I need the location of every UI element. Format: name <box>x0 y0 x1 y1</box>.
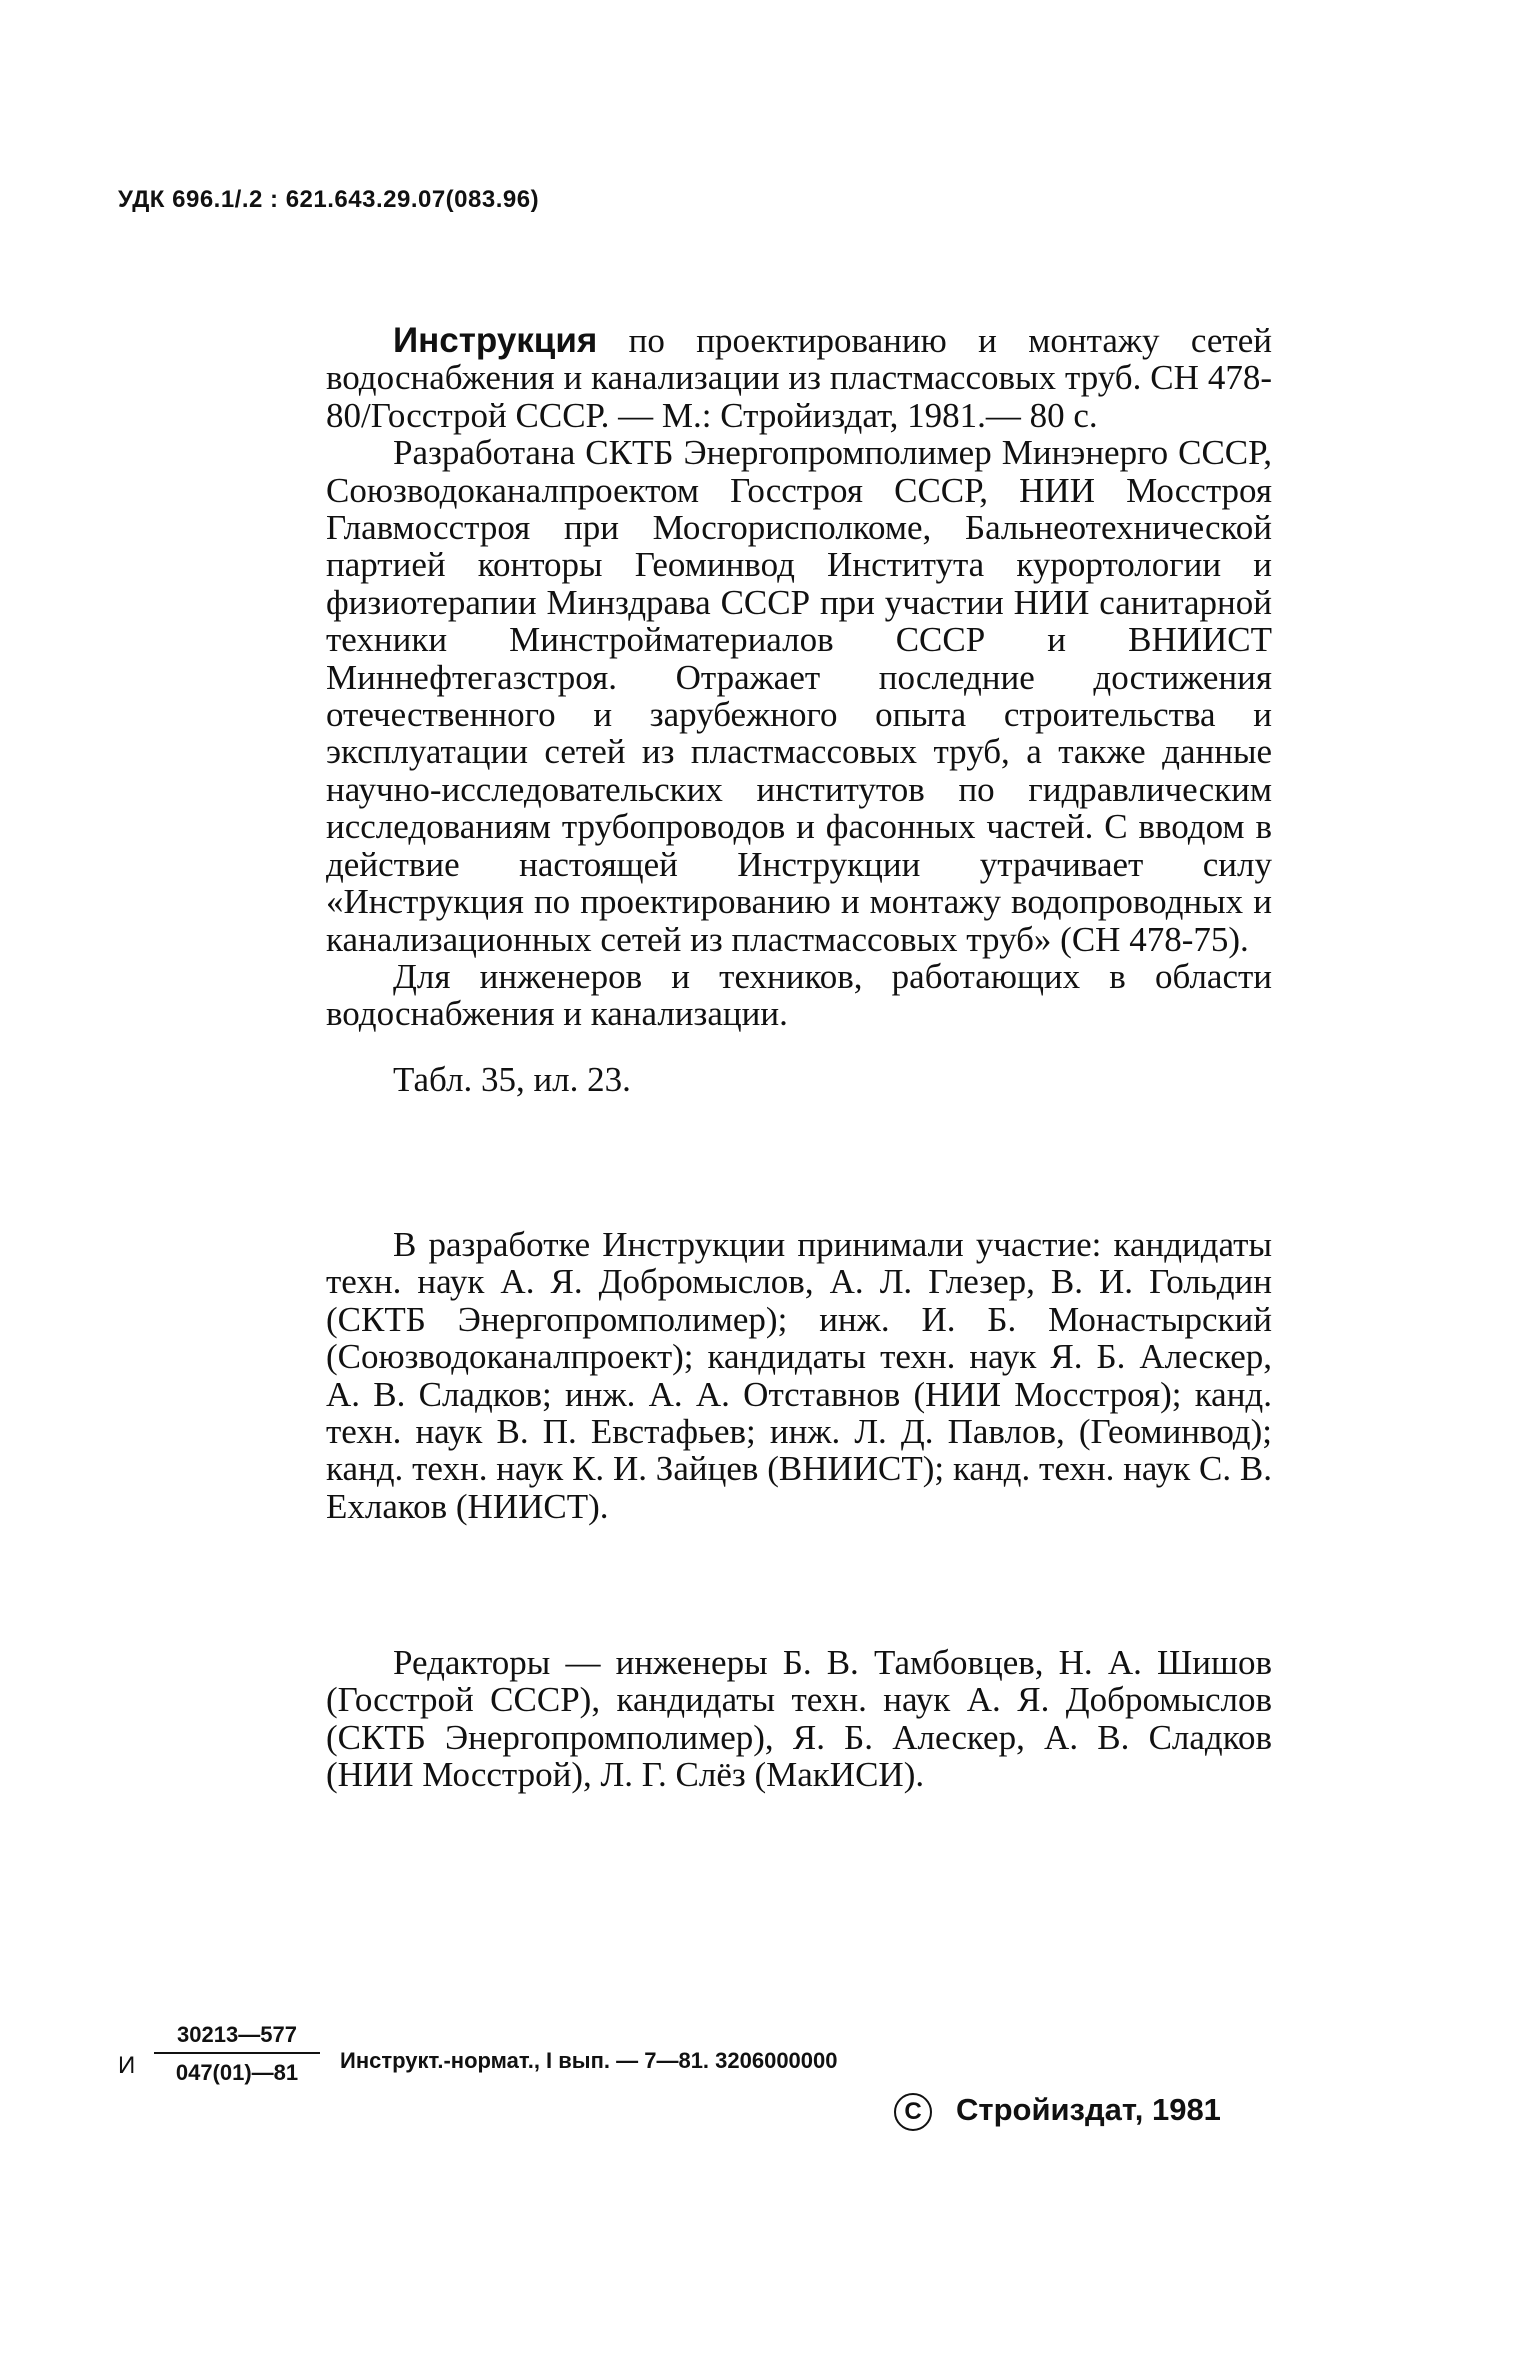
abstract-title: Инструкция <box>393 321 598 360</box>
imprint-prefix: И <box>118 2052 136 2079</box>
imprint-numerator: 30213—577 <box>154 2022 320 2054</box>
editors-block <box>326 1644 1272 1794</box>
editors-text: Редакторы — инженеры Б. В. Тамбовцев, Н. А. Шишов (Госстрой СССР), кандидаты техн. наук А. Я. Добромыслов (СКТБ Энергопромполимер), Я. Б. Алескер, А. В. Сладков (НИИ Мосстрой), Л. Г. Слёз (МакИСИ). <box>326 1643 1272 1795</box>
participants-text: В разработке Инструкции принимали участие: кандидаты техн. наук А. Я. Добромыслов, А. Л. Глезер, В. И. Гольдин (СКТБ Энергопромполимер); инж. И. Б. Монастырский (Союзводоканалпроект); кандидаты техн. наук Я. Б. Алескер, А. В. Сладков; инж. А. А. Отставнов (НИИ Мосстроя); канд. техн. наук В. П. Евстафьев; инж. Л. Д. Павлов, (Геоминвод); канд. техн. наук К. И. Зайцев (ВНИИСТ); канд. техн. наук С. В. Ехлаков (НИИСТ). <box>326 1225 1272 1526</box>
participants-block <box>326 1226 1272 1525</box>
imprint-series: Инструкт.-нормат., I вып. — 7—81. 3206000000 <box>340 2048 838 2073</box>
abstract-citation <box>326 322 1272 434</box>
imprint-fraction <box>154 2022 320 2086</box>
publisher-line <box>894 2092 1221 2131</box>
abstract-block <box>326 322 1272 1098</box>
abstract-audience: Для инженеров и техников, работающих в области водоснабжения и канализации. <box>326 956 1272 1034</box>
publisher-name: Стройиздат, 1981 <box>956 2092 1221 2127</box>
udk-code: УДК 696.1/.2 : 621.643.29.07(083.96) <box>118 186 540 213</box>
abstract-tables-count: Табл. 35, ил. 23. <box>393 1059 631 1099</box>
abstract-citation-text: по проектированию и монтажу сетей водоснабжения и канализации из пластмассовых труб. СН 478-80/Госстрой СССР. — М.: Стройиздат, 1981.— 80 с. <box>326 321 1272 435</box>
copyright-icon: C <box>894 2093 932 2131</box>
abstract-developers: Разработана СКТБ Энергопромполимер Минэнерго СССР, Союзводоканалпроектом Госстроя СССР, НИИ Мосстроя Главмосстроя при Мосгорисполкоме, Бальнеотехнической партией конторы Геоминвод Института курортологии и физиотерапии Минздрава СССР при участии НИИ санитарной техники Минстройматериалов СССР и ВНИИСТ Миннефтегазстроя. Отражает последние достижения отечественного и зарубежного опыта строительства и эксплуатации сетей из пластмассовых труб, а также данные научно-исследовательских институтов по гидравлическим исследованиям трубопроводов и фасонных частей. С вводом в действие настоящей Инструкции утрачивает силу «Инструкция по проектированию и монтажу водопроводных и канализационных сетей из пластмассовых труб» (СН 478-75). <box>326 433 1272 959</box>
imprint-denominator: 047(01)—81 <box>175 2060 299 2085</box>
